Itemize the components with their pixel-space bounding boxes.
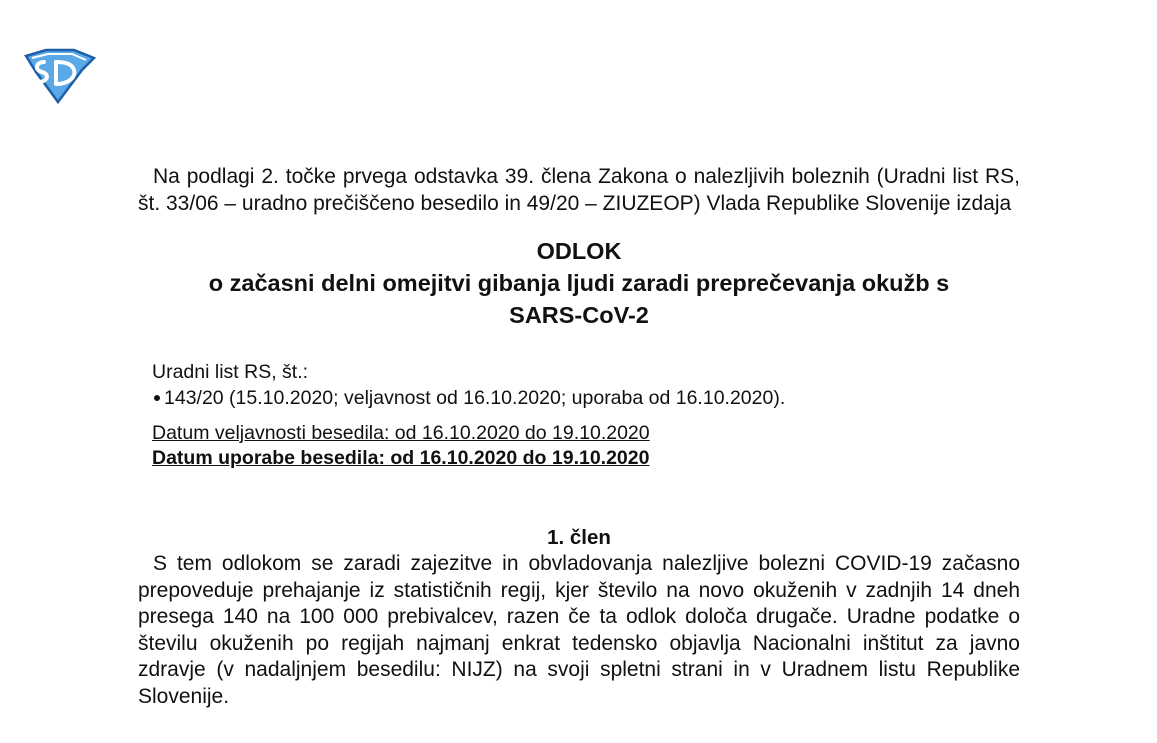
- title-line-3: SARS-CoV-2: [509, 302, 649, 328]
- validity-date-link[interactable]: Datum veljavnosti besedila: od 16.10.2020 do 19.10.2020: [152, 422, 650, 444]
- gazette-list-item: [152, 385, 1020, 411]
- use-date-link[interactable]: Datum uporabe besedila: od 16.10.2020 do 19.10.2020: [152, 447, 650, 469]
- article-1-heading: 1. člen: [547, 526, 611, 549]
- sd-shield-logo-icon: [22, 48, 96, 104]
- title-line-2: o začasni delni omejitvi gibanja ljudi zaradi preprečevanja okužb s: [208, 270, 950, 296]
- document-title: [138, 235, 1020, 331]
- title-line-1: ODLOK: [536, 238, 622, 264]
- document-page: [138, 164, 1020, 710]
- text-dates: [138, 421, 1020, 471]
- preamble-paragraph: Na podlagi 2. točke prvega odstavka 39. člena Zakona o nalezljivih boleznih (Uradni list RS, št. 33/06 – uradno prečiščeno besedilo in 49/20 – ZIUZEOP) Vlada Republike Slovenije izdaja: [138, 165, 1020, 215]
- bullet-icon: [154, 395, 160, 401]
- gazette-item-text: 143/20 (15.10.2020; veljavnost od 16.10.2020; uporaba od 16.10.2020).: [164, 387, 786, 409]
- gazette-label: Uradni list RS, št.:: [152, 361, 309, 383]
- sd-logo: [22, 48, 96, 104]
- article-1-text: S tem odlokom se zaradi zajezitve in obvladovanja nalezljive bolezni COVID-19 začasno prepoveduje prehajanje iz statističnih regij, kjer število na novo okuženih v zadnjih 14 dneh presega 140 na 100 000 prebivalcev, razen če ta odlok določa drugače. Uradne podatke o številu okuženih po regijah najmanj enkrat tedensko objavlja Nacionalni inštitut za javno zdravje (v nadaljnjem besedilu: NIJZ) na svoji spletni strani in v Uradnem listu Republike Slovenije.: [138, 552, 1020, 708]
- gazette-reference: [138, 359, 1020, 411]
